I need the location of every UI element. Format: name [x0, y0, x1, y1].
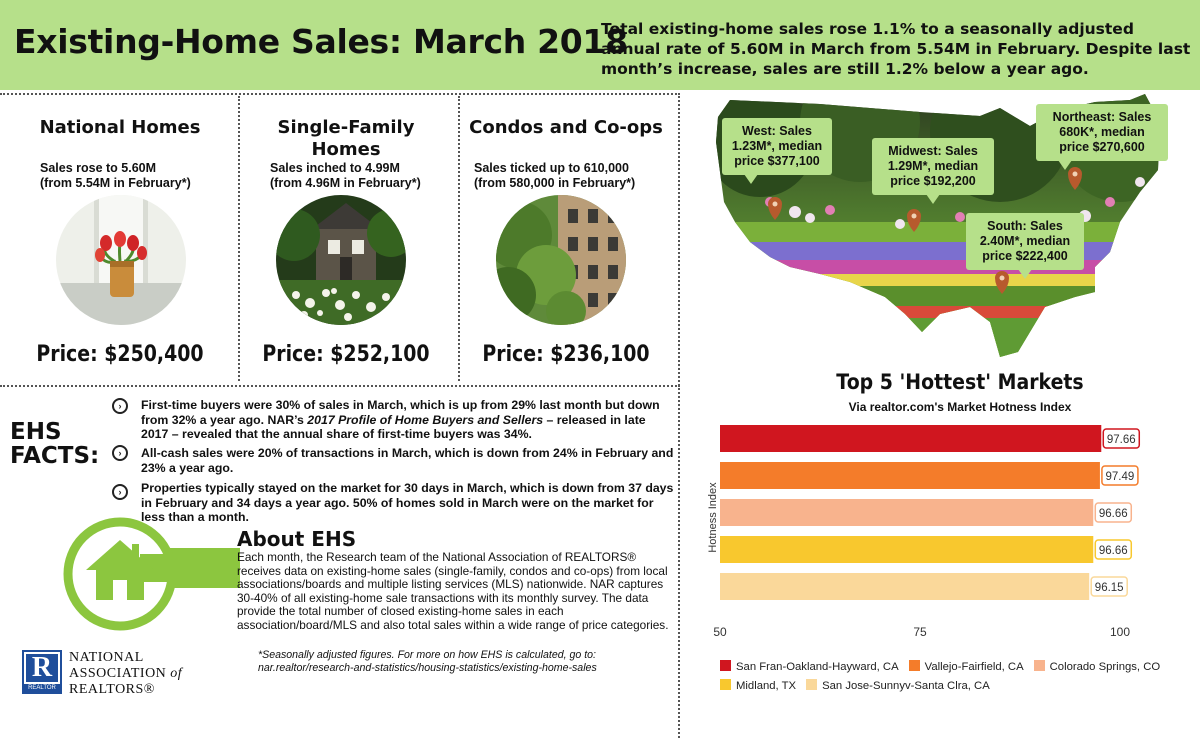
national-homes-photo	[56, 195, 186, 325]
fact-text-part: – released in late 2017 – revealed that the annual share of first-time buyers was 34%.	[141, 412, 646, 441]
northeast-callout-text: Northeast: Sales 680K*, median price $270,600	[1052, 110, 1152, 154]
legend-item	[1034, 660, 1161, 673]
midwest-callout	[872, 138, 994, 195]
national-homes-title: National Homes	[39, 117, 201, 138]
chart-legend	[720, 660, 1195, 698]
about-ehs-body: Each month, the Research team of the National Association of REALTORS® receives data on existing-home sales (single-family, condos and co-ops) from local associations/boards and multiple listing services (MLS) nationwide. NAR captures 30-40% of all existing-home sale transactions with its monthly survey. The data provide the total number of closed existing-home sales in each association/board/MLS and also total sales within a wide range of price categories.	[237, 550, 669, 632]
tulips-image	[56, 195, 186, 325]
fact-item	[141, 446, 676, 475]
chart-bar	[720, 462, 1100, 489]
legend-item	[806, 679, 990, 692]
south-callout-text: South: Sales 2.40M*, median price $222,400	[979, 219, 1071, 263]
fact-bullet-icon: ›	[112, 484, 128, 500]
ehs-facts-label	[10, 420, 99, 468]
legend-label: Midland, TX	[736, 680, 797, 692]
condos-price: Price: $236,100	[482, 342, 650, 367]
nar-name-line2b: of	[170, 666, 183, 681]
condos-title: Condos and Co-ops	[469, 117, 663, 138]
legend-swatch	[720, 679, 731, 690]
middle-divider	[0, 385, 680, 387]
single-family-photo	[276, 195, 406, 325]
header-banner	[0, 0, 1200, 90]
column-divider-2	[458, 96, 460, 381]
chart-bar	[720, 536, 1093, 563]
fact-item	[141, 398, 676, 442]
nar-logo	[22, 650, 62, 694]
chart-bar	[720, 573, 1089, 600]
ehs-label-line1: EHS	[10, 419, 62, 445]
legend-label: Colorado Springs, CO	[1049, 661, 1161, 673]
condo-building-image	[496, 195, 626, 325]
data-label: 97.49	[1105, 471, 1135, 483]
nar-name	[69, 650, 182, 698]
national-homes-price: Price: $250,400	[36, 342, 204, 367]
x-tick-label: 75	[913, 625, 927, 639]
header-summary: Total existing-home sales rose 1.1% to a seasonally adjusted annual rate of 5.60M in March from 5.54M in February. Despite last month’s increase, sales are still 1.2% below a year ago.	[601, 20, 1191, 78]
midwest-callout-text: Midwest: Sales 1.29M*, median price $192,200	[887, 144, 979, 188]
chart-subtitle: Via realtor.com's Market Hotness Index	[848, 400, 1072, 414]
national-homes-stat: Sales rose to 5.60M (from 5.54M in February*)	[40, 161, 191, 190]
legend-swatch	[720, 660, 731, 671]
nar-logo-letter: R	[24, 652, 60, 684]
single-family-title: Single-Family Homes	[277, 117, 415, 160]
y-axis-label: Hotness Index	[707, 482, 719, 553]
northeast-callout	[1036, 104, 1168, 161]
legend-swatch	[909, 660, 920, 671]
nar-name-line3: REALTORS®	[69, 682, 155, 697]
us-map-panel	[700, 92, 1200, 362]
single-family-stat: Sales inched to 4.99M (from 4.96M in February*)	[270, 161, 421, 190]
west-callout	[722, 118, 832, 175]
fact-text-part: First-time buyers were 30% of sales in March, which is up from 29% last month but down from 32% a year ago. NAR’s	[141, 398, 660, 427]
data-label: 96.66	[1098, 545, 1128, 557]
nar-name-line2a: ASSOCIATION	[69, 666, 167, 681]
legend-item	[720, 679, 796, 692]
fact-text-em: 2017 Profile of Home Buyers and Sellers	[307, 412, 544, 427]
single-family-price: Price: $252,100	[262, 342, 430, 367]
house-garden-image	[276, 195, 406, 325]
fact-bullet-icon: ›	[112, 398, 128, 414]
legend-item	[720, 660, 899, 673]
legend-label: San Jose-Sunnyv-Santa Clra, CA	[822, 680, 990, 692]
column-divider-1	[238, 96, 240, 381]
nar-name-line2	[69, 666, 182, 682]
nar-logo-caption: REALTOR	[28, 685, 56, 691]
fact-bullet-icon: ›	[112, 445, 128, 461]
legend-label: San Fran-Oakland-Hayward, CA	[736, 661, 899, 673]
ehs-label-line2: FACTS:	[10, 443, 100, 469]
nar-name-line1: NATIONAL	[69, 650, 144, 665]
fact-text-part: All-cash sales were 20% of transactions in March, which is down from 24% in February and 23% a year ago.	[141, 446, 674, 475]
west-callout-text: West: Sales 1.23M*, median price $377,100	[731, 124, 823, 168]
house-circle-icon	[60, 514, 240, 636]
fact-text-part: Properties typically stayed on the market for 30 days in March, which is down from 37 days in February and 34 days a year ago. 50% of homes sold in March were on the market for less than a month.	[141, 481, 674, 524]
chart-title: Top 5 'Hottest' Markets	[836, 370, 1084, 394]
legend-swatch	[806, 679, 817, 690]
legend-label: Vallejo-Fairfield, CA	[924, 661, 1024, 673]
x-tick-label: 50	[713, 625, 727, 639]
about-ehs-title: About EHS	[237, 527, 357, 551]
legend-swatch	[1034, 660, 1045, 671]
page-title: Existing-Home Sales: March 2018	[14, 22, 628, 61]
seasonal-adjust-note: *Seasonally adjusted figures. For more on how EHS is calculated, go to: nar.realtor/research-and-statistics/housing-statistics/existing-home-sales	[258, 649, 597, 674]
south-callout	[966, 213, 1084, 270]
top-divider	[0, 93, 680, 95]
data-label: 96.15	[1094, 582, 1124, 594]
hottest-markets-chart	[700, 415, 1200, 660]
condos-stat: Sales ticked up to 610,000 (from 580,000 in February*)	[474, 161, 636, 190]
data-label: 97.66	[1106, 434, 1136, 446]
chart-bar	[720, 499, 1093, 526]
condos-photo	[496, 195, 626, 325]
chart-bar	[720, 425, 1101, 452]
data-label: 96.66	[1098, 508, 1128, 520]
legend-item	[909, 660, 1024, 673]
x-tick-label: 100	[1109, 625, 1131, 639]
